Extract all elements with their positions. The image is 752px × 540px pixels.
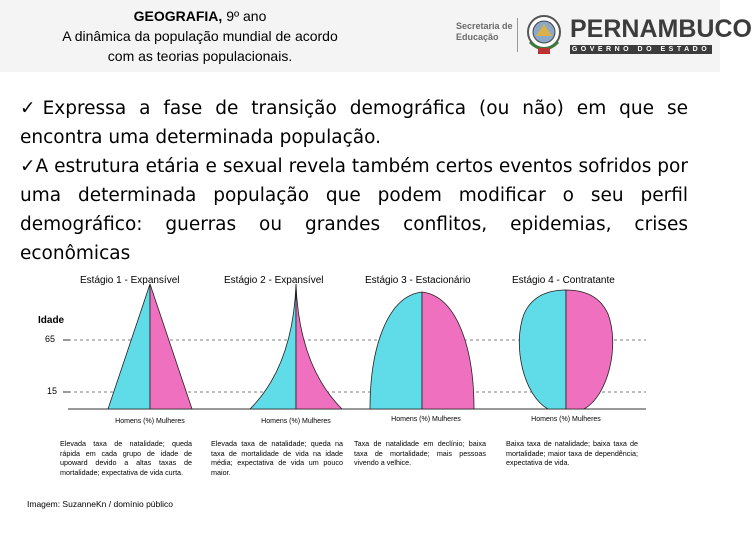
secretaria-label xyxy=(456,21,513,43)
stage2-women-area xyxy=(296,284,342,409)
checkmark-icon: ✓ xyxy=(20,98,43,119)
stage1-caption: Homens (%) Mulheres xyxy=(115,418,185,425)
stage4-women-area xyxy=(566,290,613,409)
logo-divider xyxy=(517,18,518,52)
checkmark-icon: ✓ xyxy=(20,156,36,177)
stage4-caption: Homens (%) Mulheres xyxy=(531,416,601,423)
stage4-title: Estágio 4 - Contratante xyxy=(512,275,615,286)
subject-label: GEOGRAFIA, xyxy=(133,8,223,24)
image-credit: Imagem: SuzanneKn / domínio público xyxy=(27,499,174,509)
stage2-men-area xyxy=(250,284,296,409)
header-banner xyxy=(0,0,752,72)
bullet-item xyxy=(20,152,688,268)
slide-title xyxy=(20,6,380,66)
grade-label: 9º ano xyxy=(222,8,267,24)
tick-label-65: 65 xyxy=(45,334,56,344)
stage2-caption: Homens (%) Mulheres xyxy=(261,418,331,425)
tick-label-15: 15 xyxy=(47,386,58,396)
state-seal-icon xyxy=(524,12,564,58)
stage1-title: Estágio 1 - Expansível xyxy=(80,275,180,286)
bullet-text: A estrutura etária e sexual revela também certos eventos sofridos por uma determinada população que podem modificar o seu perfil demográfico: guerras ou grandes conflitos, epidemias, crises econômicas xyxy=(20,156,688,264)
bullet-text: Expressa a fase de transição demográfica (ou não) em que se encontra uma determinada população. xyxy=(20,98,688,148)
state-sub: GOVERNO DO ESTADO xyxy=(571,46,711,53)
subtitle-line-1: A dinâmica da população mundial de acordo xyxy=(62,28,338,44)
stage4-men-area xyxy=(519,290,566,409)
stage1-description: Elevada taxa de natalidade; queda rápida em cada grupo de idade de upoward devido a altas taxas de mortalidade; expectativa de vida curta. xyxy=(60,439,192,477)
y-axis-label: Idade xyxy=(38,315,65,326)
stage2-description: Elevada taxa de natalidade; queda na taxa de mortalidade de vida na idade média; expectativa de vida um pouco maior. xyxy=(211,439,343,477)
secretaria-line-2: Educação xyxy=(456,32,499,42)
state-name: PERNAMBUCO xyxy=(570,15,752,43)
population-pyramids-figure xyxy=(28,266,648,516)
stage3-description: Taxa de natalidade em declínio; baixa taxa de mortalidade; mais pessoas vivendo a velhice. xyxy=(354,439,486,468)
stage3-caption: Homens (%) Mulheres xyxy=(391,416,461,423)
stage4-description: Baixa taxa de natalidade; baixa taxa de mortalidade; maior taxa de dependência; expectativa de vida. xyxy=(506,439,638,468)
secretaria-line-1: Secretaria de xyxy=(456,21,513,31)
stage3-title: Estágio 3 - Estacionário xyxy=(365,275,471,286)
bullet-item xyxy=(20,94,688,152)
stage1-men-area xyxy=(108,284,150,409)
stage2-title: Estágio 2 - Expansível xyxy=(224,275,324,286)
stage3-men-area xyxy=(370,292,422,409)
stage1-women-area xyxy=(150,284,192,409)
stage3-women-area xyxy=(422,292,474,409)
pyramids-drawing xyxy=(28,266,648,516)
bullet-list xyxy=(20,94,688,268)
subtitle-line-2: com as teorias populacionais. xyxy=(107,48,293,64)
